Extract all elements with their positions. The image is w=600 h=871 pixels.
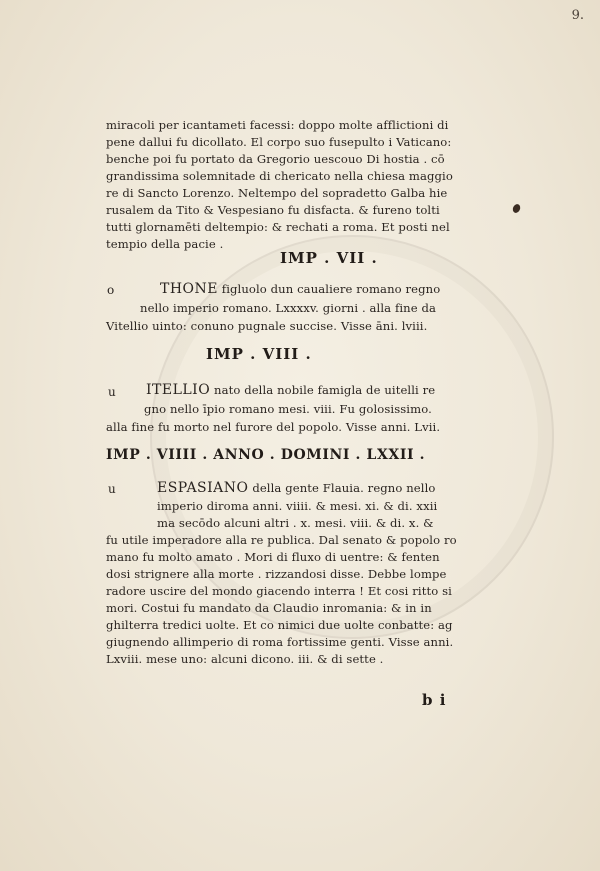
lead-word: ESPASIANO — [157, 480, 249, 496]
guide-letter: u — [108, 385, 116, 399]
text-line: pene dallui fu dicollato. El corpo suo fusepulto i Vaticano: — [106, 135, 452, 149]
text-line-first — [160, 281, 445, 297]
guide-letter: o — [107, 283, 115, 297]
lead-rest: nato della nobile famigla de uitelli re — [214, 383, 436, 397]
text-line: re di Sancto Lorenzo. Neltempo del sopradetto Galba hie — [106, 186, 448, 200]
text-line: grandissima solemnitade di chericato nella chiesa maggio — [106, 169, 453, 183]
text-line: fu utile imperadore alla re publica. Dal senato & popolo ro — [106, 533, 457, 547]
lead-rest: figluolo dun caualiere romano regno — [221, 282, 441, 296]
signature-mark: b i — [422, 691, 447, 709]
text-line: miracoli per icantameti facessi: doppo molte afflictioni di — [106, 118, 449, 132]
text-line: nello imperio romano. Lxxxxv. giorni . alla fine da — [140, 301, 437, 315]
section-heading: IMP . VIIII . ANNO . DOMINI . LXXII . — [106, 447, 426, 463]
text-line: Vitellio uinto: conuno pugnale succise. Visse āni. lviii. — [106, 319, 428, 333]
text-line: ghilterra tredici uolte. Et co nimici due uolte conbatte: ag — [106, 618, 453, 632]
text-line-first — [146, 382, 446, 398]
guide-letter: u — [108, 482, 116, 496]
text-line: dosi strignere alla morte . rizzandosi disse. Debbe lompe — [106, 567, 447, 581]
text-line: alla fine fu morto nel furore del popolo. Visse anni. Lvii. — [106, 420, 441, 434]
text-line: imperio diroma anni. viiii. & mesi. xi. & di. xxii — [157, 499, 438, 513]
section-heading: IMP . VII . — [280, 249, 378, 267]
text-line: gno nello īpio romano mesi. viii. Fu golosissimo. — [144, 402, 432, 416]
text-line: rusalem da Tito & Vespesiano fu disfacta. & fureno tolti — [106, 203, 440, 217]
text-line-first — [157, 480, 447, 496]
text-line: mori. Costui fu mandato da Claudio inromania: & in in — [106, 601, 432, 615]
text-line: Lxviii. mese uno: alcuni dicono. iii. & di sette . — [106, 652, 384, 666]
text-line: mano fu molto amato . Mori di fluxo di uentre: & fenten — [106, 550, 440, 564]
text-line: ma secōdo alcuni altri . x. mesi. viii. & di. x. & — [157, 516, 434, 530]
lead-word: ITELLIO — [146, 382, 211, 398]
text-line: tempio della pacie . — [106, 237, 224, 251]
text-line: benche poi fu portato da Gregorio uescouo Di hostia . cō — [106, 152, 445, 166]
text-line: radore uscire del mondo giacendo interra ! Et cosi ritto si — [106, 584, 452, 598]
text-line: giugnendo allimperio di roma fortissime genti. Visse anni. — [106, 635, 454, 649]
folio-number: 9. — [571, 8, 584, 23]
lead-rest: della gente Flauia. regno nello — [252, 481, 436, 495]
lead-word: THONE — [160, 281, 218, 297]
ink-blot — [511, 203, 521, 214]
text-line: tutti glornamēti deltempio: & rechati a roma. Et posti nel — [106, 220, 450, 234]
section-heading: IMP . VIII . — [206, 345, 312, 363]
